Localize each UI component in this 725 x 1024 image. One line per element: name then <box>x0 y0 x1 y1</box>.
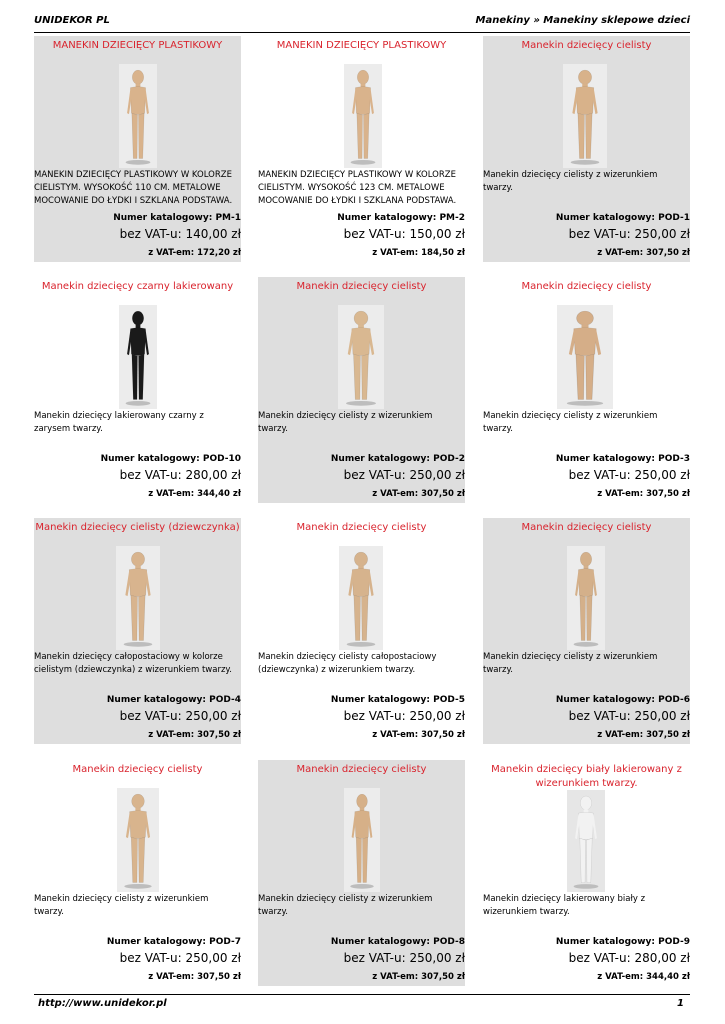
price-gross: z VAT-em: 307,50 zł <box>372 489 465 499</box>
product-card[interactable] <box>483 518 690 744</box>
mannequin-image[interactable] <box>119 305 157 409</box>
product-title[interactable]: MANEKIN DZIECIĘCY PLASTIKOWY <box>52 40 223 51</box>
price-gross: z VAT-em: 344,40 zł <box>148 489 241 499</box>
header-breadcrumb: Manekiny » Manekiny sklepowe dzieci <box>475 15 690 26</box>
product-title[interactable]: Manekin dziecięcy cielisty <box>296 522 427 533</box>
catalog-number: Numer katalogowy: POD-2 <box>330 454 465 464</box>
page-header <box>34 12 690 33</box>
mannequin-image[interactable] <box>119 64 157 168</box>
mannequin-image[interactable] <box>344 64 382 168</box>
price-net: bez VAT-u: 150,00 zł <box>343 227 465 241</box>
catalog-number: Numer katalogowy: PM-2 <box>337 213 465 223</box>
mannequin-image[interactable] <box>557 305 613 409</box>
product-description: Manekin dziecięcy cielisty z wizerunkiem twarzy. <box>34 894 209 917</box>
price-net: bez VAT-u: 250,00 zł <box>343 709 465 723</box>
price-gross: z VAT-em: 307,50 zł <box>597 489 690 499</box>
product-description: Manekin dziecięcy całopostaciowy w kolorze cielistym (dziewczynka) z wizerunkiem twarzy. <box>34 652 232 675</box>
price-gross: z VAT-em: 307,50 zł <box>372 972 465 982</box>
mannequin-image[interactable] <box>116 546 160 650</box>
product-title[interactable]: Manekin dziecięcy cielisty <box>296 764 427 775</box>
product-card[interactable] <box>34 277 241 503</box>
mannequin-image[interactable] <box>567 790 605 892</box>
product-description: Manekin dziecięcy cielisty z wizerunkiem twarzy. <box>483 411 658 434</box>
product-card[interactable] <box>34 760 241 986</box>
price-net: bez VAT-u: 250,00 zł <box>568 227 690 241</box>
product-description: MANEKIN DZIECIĘCY PLASTIKOWY W KOLORZE CIELISTYM. WYSOKOŚĆ 123 CM. METALOWE MOCOWANIE DO ŁYDKI I SZKLANA PODSTAWA. <box>258 170 457 206</box>
product-card[interactable] <box>34 518 241 744</box>
product-title[interactable]: MANEKIN DZIECIĘCY PLASTIKOWY <box>276 40 447 51</box>
product-card[interactable] <box>483 760 690 986</box>
mannequin-image[interactable] <box>117 788 159 892</box>
price-gross: z VAT-em: 184,50 zł <box>372 248 465 258</box>
price-gross: z VAT-em: 307,50 zł <box>148 972 241 982</box>
product-card[interactable] <box>483 36 690 262</box>
product-title[interactable]: Manekin dziecięcy cielisty <box>521 40 652 51</box>
catalog-number: Numer katalogowy: POD-4 <box>106 695 241 705</box>
page-number: 1 <box>677 998 684 1009</box>
price-net: bez VAT-u: 250,00 zł <box>119 951 241 965</box>
mannequin-image[interactable] <box>339 546 383 650</box>
product-title[interactable]: Manekin dziecięcy czarny lakierowany <box>41 281 234 292</box>
mannequin-image[interactable] <box>563 64 607 168</box>
page-footer <box>34 994 690 1015</box>
product-card[interactable] <box>258 760 465 986</box>
catalog-number: Numer katalogowy: POD-5 <box>330 695 465 705</box>
product-description: Manekin dziecięcy cielisty z wizerunkiem twarzy. <box>483 652 658 675</box>
product-description: Manekin dziecięcy cielisty całopostaciowy (dziewczynka) z wizerunkiem twarzy. <box>258 652 437 675</box>
price-net: bez VAT-u: 280,00 zł <box>568 951 690 965</box>
price-gross: z VAT-em: 307,50 zł <box>597 248 690 258</box>
price-gross: z VAT-em: 307,50 zł <box>597 730 690 740</box>
product-title[interactable]: Manekin dziecięcy cielisty (dziewczynka) <box>35 522 240 533</box>
catalog-number: Numer katalogowy: POD-10 <box>100 454 241 464</box>
product-title[interactable]: Manekin dziecięcy biały lakierowany z wizerunkiem twarzy. <box>491 764 682 789</box>
catalog-number: Numer katalogowy: POD-9 <box>555 937 690 947</box>
product-description: Manekin dziecięcy cielisty z wizerunkiem twarzy. <box>258 894 433 917</box>
catalog-number: Numer katalogowy: POD-1 <box>555 213 690 223</box>
catalog-number: Numer katalogowy: POD-3 <box>555 454 690 464</box>
product-title[interactable]: Manekin dziecięcy cielisty <box>521 522 652 533</box>
catalog-number: Numer katalogowy: POD-6 <box>555 695 690 705</box>
catalog-number: Numer katalogowy: POD-7 <box>106 937 241 947</box>
product-card[interactable] <box>483 277 690 503</box>
price-net: bez VAT-u: 140,00 zł <box>119 227 241 241</box>
mannequin-image[interactable] <box>344 788 380 892</box>
price-net: bez VAT-u: 250,00 zł <box>343 468 465 482</box>
product-title[interactable]: Manekin dziecięcy cielisty <box>72 764 203 775</box>
price-gross: z VAT-em: 307,50 zł <box>148 730 241 740</box>
price-net: bez VAT-u: 250,00 zł <box>568 468 690 482</box>
catalog-number: Numer katalogowy: PM-1 <box>113 213 241 223</box>
catalog-number: Numer katalogowy: POD-8 <box>330 937 465 947</box>
price-net: bez VAT-u: 250,00 zł <box>568 709 690 723</box>
product-card[interactable] <box>258 518 465 744</box>
price-net: bez VAT-u: 250,00 zł <box>343 951 465 965</box>
product-description: Manekin dziecięcy cielisty z wizerunkiem twarzy. <box>483 170 658 193</box>
footer-url[interactable]: http://www.unidekor.pl <box>38 998 167 1009</box>
price-gross: z VAT-em: 172,20 zł <box>148 248 241 258</box>
product-card[interactable] <box>34 36 241 262</box>
product-card[interactable] <box>258 277 465 503</box>
product-description: MANEKIN DZIECIĘCY PLASTIKOWY W KOLORZE CIELISTYM. WYSOKOŚĆ 110 CM. METALOWE MOCOWANIE DO ŁYDKI I SZKLANA PODSTAWA. <box>34 170 233 206</box>
product-card[interactable] <box>258 36 465 262</box>
mannequin-image[interactable] <box>567 546 605 650</box>
header-site-name: UNIDEKOR PL <box>34 15 110 26</box>
product-description: Manekin dziecięcy lakierowany biały z wizerunkiem twarzy. <box>483 894 646 917</box>
product-description: Manekin dziecięcy lakierowany czarny z zarysem twarzy. <box>34 411 204 434</box>
product-description: Manekin dziecięcy cielisty z wizerunkiem twarzy. <box>258 411 433 434</box>
product-title[interactable]: Manekin dziecięcy cielisty <box>296 281 427 292</box>
price-gross: z VAT-em: 344,40 zł <box>597 972 690 982</box>
price-net: bez VAT-u: 280,00 zł <box>119 468 241 482</box>
product-title[interactable]: Manekin dziecięcy cielisty <box>521 281 652 292</box>
price-gross: z VAT-em: 307,50 zł <box>372 730 465 740</box>
mannequin-image[interactable] <box>338 305 384 409</box>
price-net: bez VAT-u: 250,00 zł <box>119 709 241 723</box>
